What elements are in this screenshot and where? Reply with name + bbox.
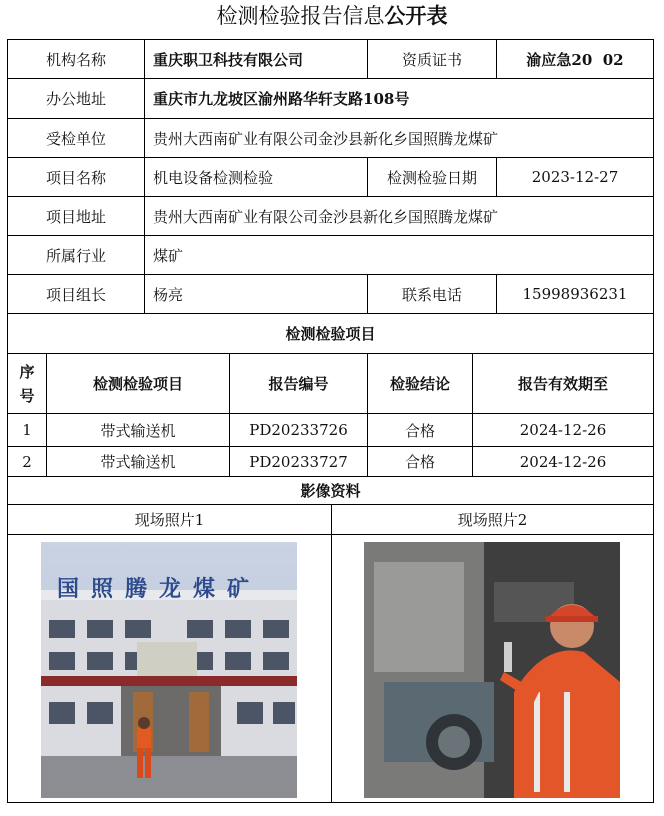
row2-valid: 2024-12-26 [519, 452, 607, 471]
header-result: 检验结论 [389, 375, 450, 393]
proj-label: 项目名称 [45, 168, 106, 187]
date-value: 2023-12-27 [531, 168, 619, 186]
header-report: 报告编号 [268, 375, 329, 393]
images-section-title: 影像资料 [300, 482, 361, 500]
cert-value: 渝应急20 02 [526, 50, 624, 69]
title-main: 检测检验报告信息 [216, 4, 385, 28]
items-section-title: 检测检验项目 [285, 325, 376, 343]
org-label: 机构名称 [45, 50, 106, 69]
phone-value: 15998936231 [522, 285, 628, 303]
proj-value: 机电设备检测检验 [153, 168, 274, 187]
cert-label: 资质证书 [401, 50, 462, 69]
unit-value: 贵州大西南矿业有限公司金沙县新化乡国照腾龙煤矿 [153, 129, 499, 148]
site-photo-2 [364, 542, 620, 798]
row2-item: 带式输送机 [100, 453, 176, 471]
unit-label: 受检单位 [45, 129, 106, 148]
photo2-label: 现场照片2 [457, 511, 528, 529]
photo1-label: 现场照片1 [134, 511, 205, 529]
header-valid: 报告有效期至 [517, 375, 608, 393]
leader-label: 项目组长 [45, 285, 106, 304]
addr-value: 重庆市九龙坡区渝州路华轩支路108号 [153, 90, 410, 108]
row2-result: 合格 [404, 453, 435, 471]
addr-label: 办公地址 [45, 90, 106, 108]
header-item: 检测检验项目 [92, 375, 183, 393]
industry-label: 所属行业 [45, 246, 106, 265]
row1-no: 1 [22, 421, 32, 439]
phone-label: 联系电话 [401, 285, 462, 304]
page-title [0, 0, 664, 34]
title-emph: 公开表 [384, 3, 448, 28]
row1-result: 合格 [404, 421, 435, 440]
date-label: 检测检验日期 [386, 168, 477, 187]
leader-value: 杨亮 [153, 285, 184, 304]
site-photo-1 [41, 542, 297, 798]
row1-item: 带式输送机 [100, 421, 176, 440]
loc-label: 项目地址 [45, 207, 106, 226]
row1-valid: 2024-12-26 [519, 421, 607, 439]
photo1-sign-text: 国照腾龙煤矿 [57, 576, 262, 602]
report-table [7, 39, 654, 803]
loc-value: 贵州大西南矿业有限公司金沙县新化乡国照腾龙煤矿 [153, 207, 499, 226]
industry-value: 煤矿 [153, 246, 184, 265]
org-value: 重庆职卫科技有限公司 [153, 50, 304, 69]
header-no: 序号 [19, 362, 35, 405]
row1-report: PD20233726 [249, 421, 348, 439]
row2-report: PD20233727 [249, 452, 348, 471]
row2-no: 2 [22, 452, 32, 471]
